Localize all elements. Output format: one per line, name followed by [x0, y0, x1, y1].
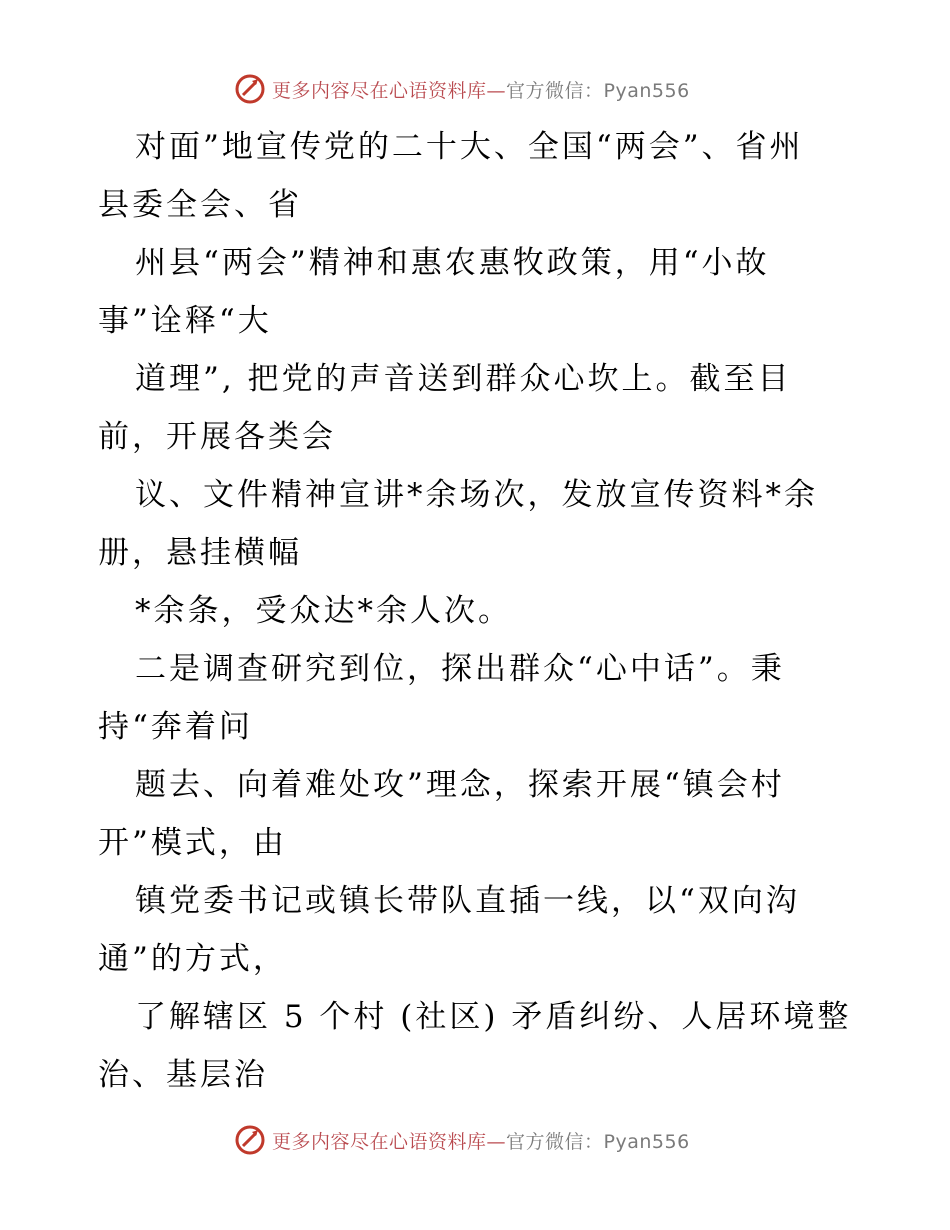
- text-line: 对面”地宣传党的二十大、全国“两会”、省州: [135, 129, 804, 165]
- footer-separator: —: [486, 1130, 507, 1153]
- text-line: *余条，受众达*余人次。: [135, 593, 512, 629]
- footer-watermark-text: [272, 1127, 690, 1154]
- text-line: 通”的方式，: [98, 941, 287, 977]
- header-wechat-label: 官方微信：Pyan556: [506, 79, 690, 102]
- brand-logo-icon: [234, 73, 266, 105]
- text-line: 二是调查研究到位，探出群众“心中话”。秉: [135, 651, 785, 687]
- text-line: 州县“两会”精神和惠农惠牧政策，用“小故: [135, 245, 770, 281]
- text-line: 镇党委书记或镇长带队直插一线，以“双向沟: [135, 883, 800, 919]
- text-line: 了解辖区 5 个村 (社区) 矛盾纠纷、人居环境整: [135, 999, 852, 1035]
- header-watermark-text: [272, 76, 690, 103]
- brand-logo-icon: [234, 1124, 266, 1156]
- text-line: 县委全会、省: [98, 187, 302, 223]
- text-line: 开”模式，由: [98, 825, 287, 861]
- header-brand-text: 更多内容尽在心语资料库: [272, 79, 487, 102]
- text-line: 前，开展各类会: [98, 419, 336, 455]
- footer-watermark: [234, 1123, 690, 1157]
- text-line: 册，悬挂横幅: [98, 535, 302, 571]
- text-line: 治、基层治: [98, 1057, 268, 1093]
- text-line: 事”诠释“大: [98, 303, 272, 339]
- text-line: 议、文件精神宣讲*余场次，发放宣传资料*余: [135, 477, 818, 513]
- text-line: 道理”, 把党的声音送到群众心坎上。截至目: [135, 361, 792, 397]
- text-line: 题去、向着难处攻”理念，探索开展“镇会村: [135, 767, 785, 803]
- footer-brand-text: 更多内容尽在心语资料库: [272, 1130, 487, 1153]
- header-separator: —: [486, 79, 507, 102]
- footer-wechat-label: 官方微信：Pyan556: [506, 1130, 690, 1153]
- text-line: 持“奔着问: [98, 709, 253, 745]
- header-watermark: [234, 72, 690, 106]
